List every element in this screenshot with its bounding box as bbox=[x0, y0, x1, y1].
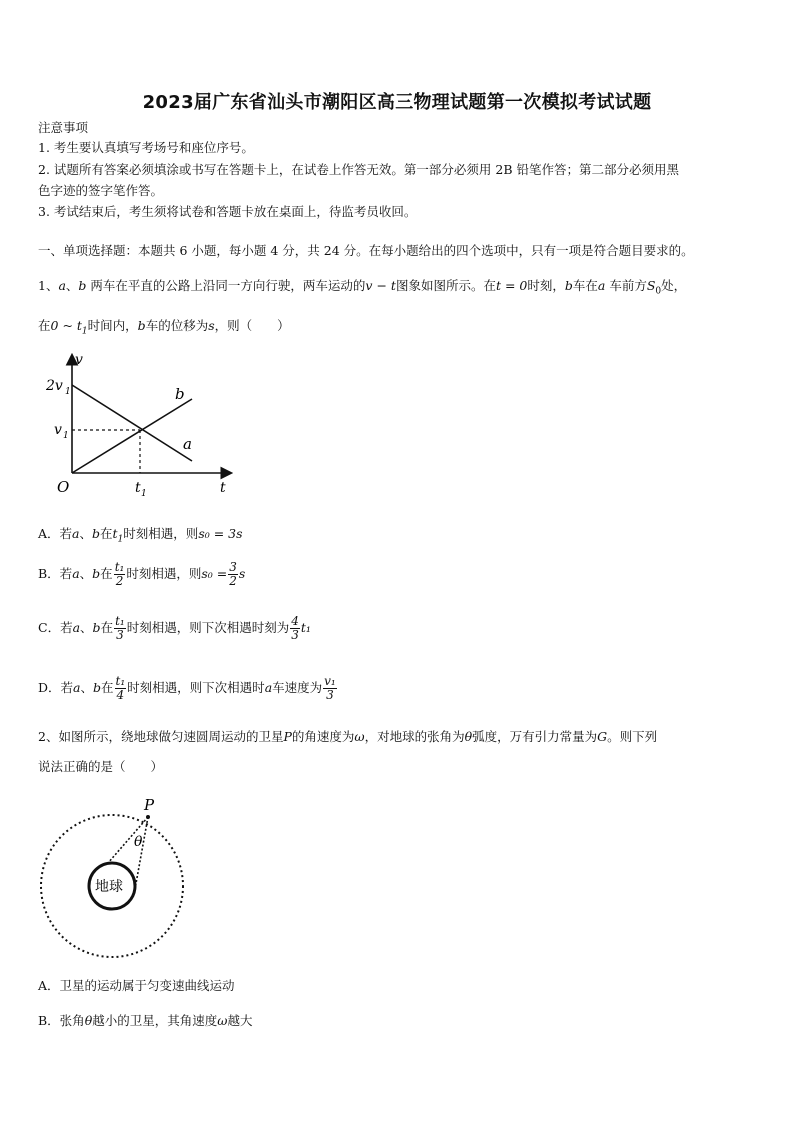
q2-stem-line2: 说法正确的是（ ） bbox=[38, 759, 164, 774]
opt-a-post: 时刻相遇，则 bbox=[123, 526, 199, 541]
q1-range-sub: 1 bbox=[81, 326, 88, 337]
opt-b-sep: 、 bbox=[79, 566, 93, 581]
q1-text-d: 时刻， bbox=[527, 278, 565, 293]
opt-d-var-b: b bbox=[93, 680, 102, 695]
q1-s0: S bbox=[646, 278, 656, 293]
opt-d-den: 4 bbox=[116, 688, 125, 702]
opt-c-var-b: b bbox=[92, 620, 101, 635]
q2-text-c: ，对地球的张角为 bbox=[364, 729, 465, 744]
opt-b-num: t₁ bbox=[114, 560, 125, 574]
q1-text-j: 车的位移为 bbox=[145, 318, 209, 333]
opt-c-var-a: a bbox=[72, 620, 81, 635]
q1-text-h: 在 bbox=[38, 318, 51, 333]
q1-option-a bbox=[38, 524, 243, 550]
q2-option-a: A．卫星的运动属于匀变速曲线运动 bbox=[38, 978, 235, 993]
opt-b-rnum: 3 bbox=[229, 560, 237, 574]
v-axis-label: v bbox=[75, 352, 83, 368]
q2-var-p: P bbox=[283, 729, 292, 744]
t-axis-label: t bbox=[220, 480, 226, 496]
opt-d-frac bbox=[115, 675, 127, 702]
q1-text-g: 处， bbox=[661, 278, 687, 293]
q1-option-b bbox=[38, 560, 245, 588]
tangent-line-2 bbox=[135, 817, 148, 889]
opt-a-t: t bbox=[112, 526, 118, 541]
opt-b-tail: s bbox=[238, 566, 246, 581]
opt-b-mid: 在 bbox=[100, 566, 113, 581]
opt-d-rnum: v₁ bbox=[324, 674, 336, 688]
q1-sep: 、 bbox=[65, 278, 79, 293]
q1-var-b2: b bbox=[564, 278, 573, 293]
notice-item-2: 2. 试题所有答案必须填涂或书写在答题卡上，在试卷上作答无效。第一部分必须用 2B 铅笔作答；第二部分必须用黑 bbox=[38, 162, 679, 177]
opt-d-num: t₁ bbox=[115, 674, 126, 688]
opt-b-var-a: a bbox=[72, 566, 80, 581]
opt-d-post: 时刻相遇，则下次相遇时 bbox=[127, 680, 265, 695]
opt-a-eq: s₀ = 3s bbox=[198, 526, 243, 541]
opt-b-frac bbox=[114, 561, 126, 588]
label-t1-sub: 1 bbox=[141, 489, 147, 499]
q1-s0-sub: 0 bbox=[655, 286, 662, 297]
q2-optb-pre: B．张角 bbox=[38, 1013, 85, 1028]
q1-text-b: 两车在平直的公路上沿同一方向行驶，两车运动的 bbox=[86, 278, 366, 293]
opt-d-rfrac bbox=[323, 675, 337, 702]
q1-stem-line1 bbox=[38, 276, 686, 302]
q2-text-e: 。则下列 bbox=[607, 729, 658, 744]
q1-text-e: 车在 bbox=[572, 278, 598, 293]
opt-b-var-b: b bbox=[92, 566, 101, 581]
section-heading: 一、单项选择题：本题共 6 小题，每小题 4 分，共 24 分。在每小题给出的四个选项中，只有一项是符合题目要求的。 bbox=[38, 243, 694, 258]
opt-c-rnum: 4 bbox=[291, 614, 299, 628]
opt-b-post: 时刻相遇，则 bbox=[126, 566, 202, 581]
q2-optb-post: 越大 bbox=[227, 1013, 253, 1028]
opt-d-sep: 、 bbox=[80, 680, 93, 695]
q2-optb-w: ω bbox=[217, 1013, 228, 1028]
notice-heading: 注意事项 bbox=[38, 120, 89, 135]
notice-item-2-cont: 色字迹的签字笔作答。 bbox=[38, 183, 164, 198]
q1-range: 0 ~ t bbox=[50, 318, 82, 333]
q1-text-i: 时间内， bbox=[87, 318, 138, 333]
opt-b-rden: 2 bbox=[229, 574, 237, 588]
page-title: 2023届广东省汕头市潮阳区高三物理试题第一次模拟考试试题 bbox=[142, 92, 652, 113]
opt-c-rfrac bbox=[290, 615, 300, 642]
q1-var-b3: b bbox=[137, 318, 146, 333]
opt-d-mid: 在 bbox=[101, 680, 114, 695]
q1-number: 1、 bbox=[38, 278, 59, 293]
q1-t0: t = 0 bbox=[495, 278, 528, 293]
label-2v1-sub: 1 bbox=[65, 387, 71, 397]
q2-var-theta: θ bbox=[464, 729, 473, 744]
opt-a-sep: 、 bbox=[79, 526, 92, 541]
q1-vt: v − t bbox=[365, 278, 396, 293]
opt-b-rfrac bbox=[228, 561, 238, 588]
line-b bbox=[72, 399, 192, 473]
q2-stem-line1 bbox=[38, 727, 657, 747]
opt-d-rden: 3 bbox=[326, 688, 334, 702]
label-theta: θ bbox=[134, 834, 143, 850]
label-earth: 地球 bbox=[95, 879, 123, 895]
label-p: P bbox=[144, 796, 155, 814]
opt-d-post2: 车速度为 bbox=[272, 680, 323, 695]
line-a bbox=[72, 385, 192, 461]
notice-item-3: 3. 考试结束后，考生须将试卷和答题卡放在桌面上，待监考员收回。 bbox=[38, 204, 417, 219]
opt-c-rden: 3 bbox=[291, 628, 299, 642]
opt-c-post: 时刻相遇，则下次相遇时刻为 bbox=[126, 620, 290, 635]
line-a-label: a bbox=[183, 435, 192, 453]
q2-var-w: ω bbox=[354, 729, 365, 744]
label-2v1: 2v bbox=[46, 378, 63, 394]
opt-c-tail: t₁ bbox=[300, 620, 311, 635]
opt-d-pre: D．若 bbox=[38, 680, 74, 695]
opt-a-mid: 在 bbox=[100, 526, 113, 541]
q1-option-d bbox=[38, 674, 338, 702]
q1-var-a: a bbox=[58, 278, 66, 293]
q1-text-c: 图象如图所示。在 bbox=[395, 278, 496, 293]
line-b-label: b bbox=[175, 385, 185, 403]
q1-var-a2: a bbox=[597, 278, 606, 293]
opt-c-frac bbox=[114, 615, 126, 642]
opt-a-t-sub: 1 bbox=[117, 534, 124, 545]
satellite-p bbox=[146, 815, 150, 819]
q2-optb-mid: 越小的卫星，其角速度 bbox=[92, 1013, 218, 1028]
opt-c-den: 3 bbox=[116, 628, 124, 642]
opt-b-den: 2 bbox=[115, 574, 124, 588]
q1-option-c bbox=[38, 614, 311, 642]
q1-var-b: b bbox=[78, 278, 87, 293]
q2-text-a: 2、如图所示，绕地球做匀速圆周运动的卫星 bbox=[38, 729, 284, 744]
q2-option-b bbox=[38, 1011, 252, 1031]
opt-b-pre: B．若 bbox=[38, 566, 73, 581]
label-v1-sub: 1 bbox=[63, 431, 69, 441]
q2-orbit-figure bbox=[38, 794, 194, 960]
q2-var-g: G bbox=[597, 729, 608, 744]
opt-a-var-a: a bbox=[72, 526, 80, 541]
opt-b-eq: s₀ = bbox=[201, 566, 228, 581]
q2-text-b: 的角速度为 bbox=[291, 729, 355, 744]
q1-stem-line2 bbox=[38, 316, 290, 342]
q1-var-s: s bbox=[208, 318, 215, 333]
q2-optb-theta: θ bbox=[84, 1013, 93, 1028]
q2-text-d: 弧度，万有引力常量为 bbox=[472, 729, 598, 744]
label-t1: t bbox=[135, 480, 141, 496]
opt-c-pre: C．若 bbox=[38, 620, 73, 635]
q1-text-k: ，则（ ） bbox=[214, 318, 290, 333]
q1-vt-graph bbox=[40, 348, 240, 500]
opt-c-mid: 在 bbox=[100, 620, 114, 635]
opt-d-var-a: a bbox=[73, 680, 81, 695]
q1-text-f: 车前方 bbox=[605, 278, 647, 293]
opt-d-a: a bbox=[264, 680, 273, 695]
opt-c-sep: 、 bbox=[80, 620, 93, 635]
opt-a-var-b: b bbox=[92, 526, 101, 541]
opt-a-pre: A．若 bbox=[38, 526, 73, 541]
label-v1: v bbox=[54, 422, 62, 438]
opt-c-num: t₁ bbox=[115, 614, 125, 628]
origin-label: O bbox=[57, 478, 70, 496]
notice-item-1: 1. 考生要认真填写考场号和座位序号。 bbox=[38, 140, 254, 155]
